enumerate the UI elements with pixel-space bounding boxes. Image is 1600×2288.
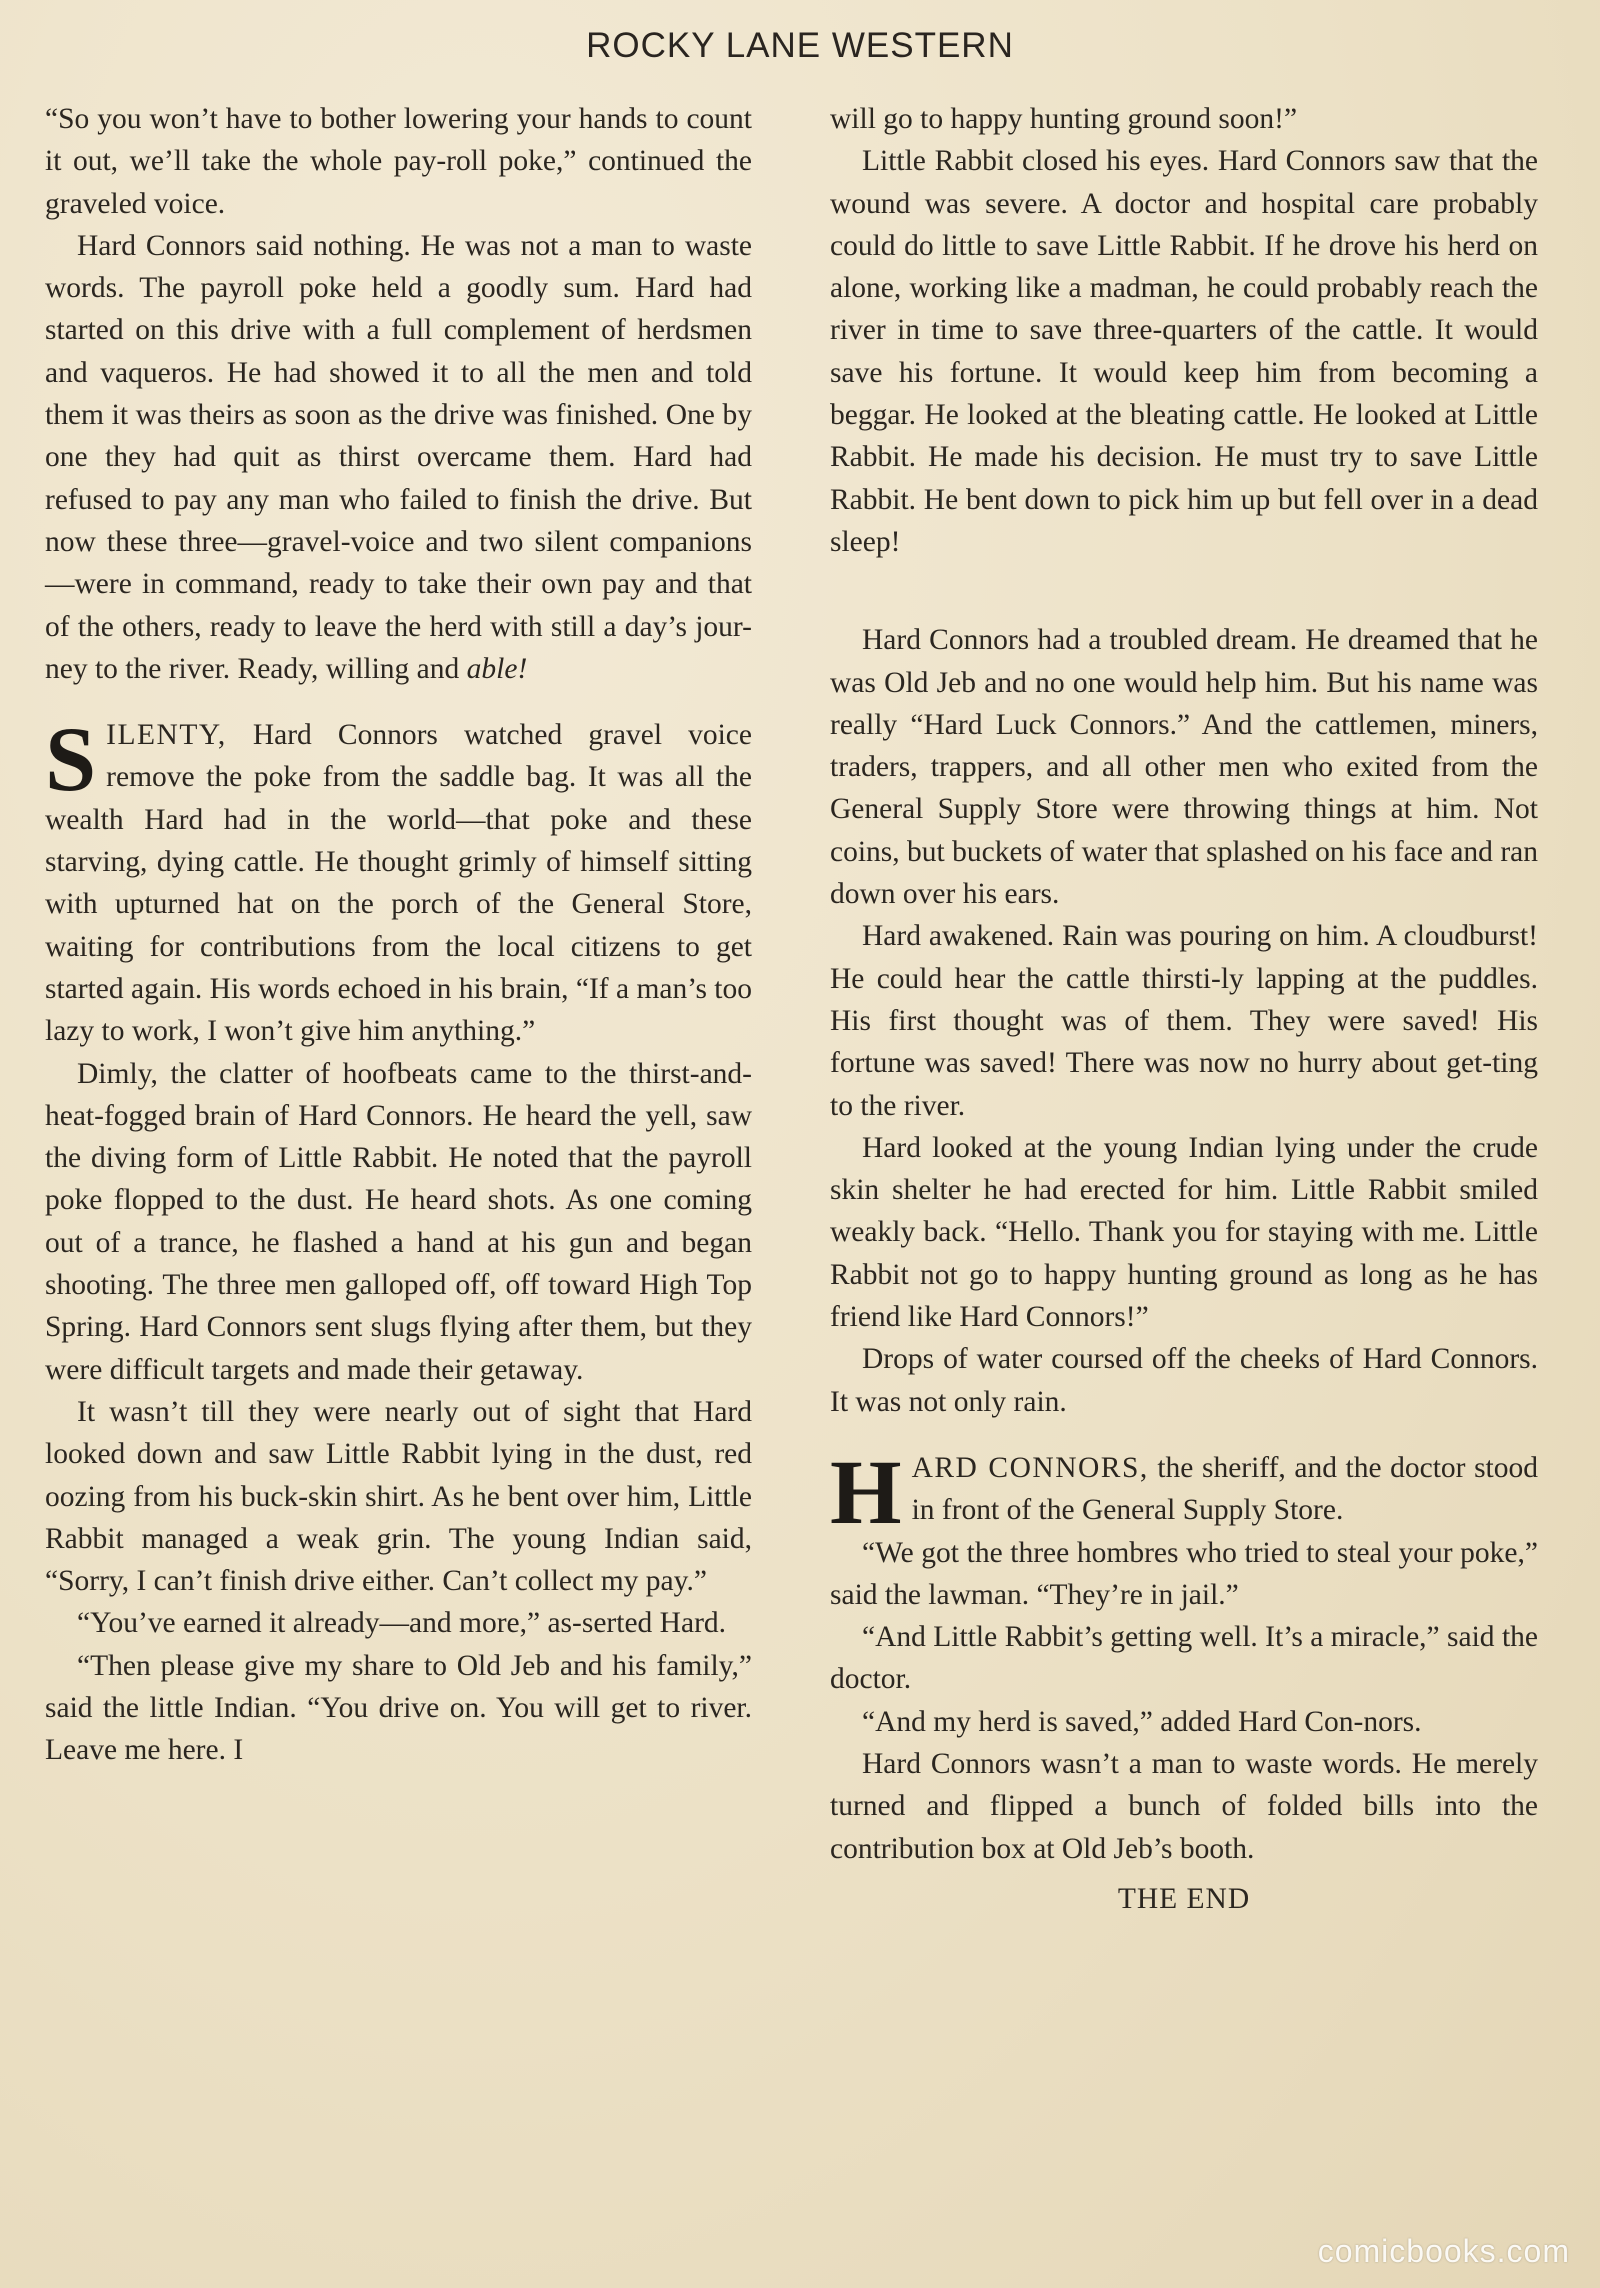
paragraph: Hard awakened. Rain was pouring on him. A cloudburst! He could hear the cattle thirsti-ly lapping at the puddles. His first thought was of them. They were saved! His fortune was saved! There was now no hurry about get-ting to the river. bbox=[830, 920, 1538, 1122]
italic-word: able! bbox=[466, 652, 528, 685]
paragraph: “So you won’t have to bother lowering your hands to count it out, we’ll take the whole pay-roll poke,” continued the graveled voice. bbox=[45, 103, 752, 220]
lead-in-caps: ARD CONNORS, bbox=[911, 1451, 1149, 1484]
section-paragraph bbox=[45, 708, 752, 1052]
paragraph: “And my herd is saved,” added Hard Con-nors. bbox=[862, 1705, 1422, 1738]
paragraph-text: the sheriff, and the doctor stood in front of the General Supply Store. bbox=[911, 1451, 1539, 1527]
page-title: ROCKY LANE WESTERN bbox=[586, 26, 1014, 65]
the-end-label: THE END bbox=[1117, 1882, 1251, 1915]
paragraph: “Then please give my share to Old Jeb and his family,” said the little Indian. “You drive on. You will get to river. Leave me here. I bbox=[45, 1649, 752, 1767]
paragraph: Drops of water coursed off the cheeks of Hard Connors. It was not only rain. bbox=[830, 1343, 1538, 1418]
lead-in-caps: ILENTY, bbox=[106, 719, 227, 752]
watermark: comicbooks.com bbox=[1317, 2233, 1570, 2269]
paragraph: “We got the three hombres who tried to steal your poke,” said the lawman. “They’re in jail.” bbox=[830, 1536, 1538, 1611]
paragraph-text: Hard Connors watched gravel voice remove the poke from the saddle bag. It was all the wealth Hard had in the world—that poke and these starving, dying cattle. He thought grimly of himself sitting with upturned hat on the porch of the General Store, waiting for contributions from the local citizens to get started again. His words echoed in his brain, “If a man’s too lazy to work, I won’t give him anything.” bbox=[45, 719, 752, 1048]
paragraph: Hard Connors had a troubled dream. He dreamed that he was Old Jeb and no one would help him. But his name was really “Hard Luck Connors.” And the cattlemen, miners, traders, trappers, and all other men who exited from the General Supply Store were throwing things at him. Not coins, but buckets of water that splashed on his face and ran down over his ears. bbox=[830, 624, 1538, 911]
paragraph: Hard Connors wasn’t a man to waste words. He merely turned and flipped a bunch of folded bills into the contribution box at Old Jeb’s booth. bbox=[830, 1747, 1538, 1865]
paragraph-text: Hard Connors said nothing. He was not a man to waste words. The payroll poke held a goodly sum. Hard had started on this drive with a full complement of herdsmen and vaqueros. He had showed it to all the men and told them it was theirs as soon as the drive was finished. One by one they had quit as thirst overcame them. Hard had refused to pay any man who failed to finish the drive. But now these three—gravel-voice and two silent companions—were in command, ready to take their own pay and that of the others, ready to leave the herd with still a day’s jour-ney to the river. Ready, willing and bbox=[45, 229, 752, 685]
paragraph: “You’ve earned it already—and more,” as-serted Hard. bbox=[77, 1607, 727, 1640]
right-text-column bbox=[830, 98, 1538, 1920]
drop-cap: S bbox=[45, 708, 97, 811]
paragraph: Dimly, the clatter of hoofbeats came to the thirst-and-heat-fogged brain of Hard Connors. He heard the yell, saw the diving form of Little Rabbit. He noted that the payroll poke flopped to the dust. He heard shots. As one coming out of a trance, he flashed a hand at his gun and began shooting. The three men galloped off, off toward High Top Spring. Hard Connors sent slugs flying after them, but they were difficult targets and made their getaway. bbox=[45, 1057, 752, 1386]
paragraph: Hard looked at the young Indian lying under the crude skin shelter he had erected for him. Little Rabbit smiled weakly back. “Hello. Thank you for staying with me. Little Rabbit not go to happy hunting ground as long as he has friend like Hard Connors!” bbox=[830, 1131, 1538, 1334]
left-text-column bbox=[45, 98, 752, 1772]
paragraph: Little Rabbit closed his eyes. Hard Connors saw that the wound was severe. A doctor and hospital care probably could do little to save Little Rabbit. If he drove his herd on alone, working like a madman, he could probably reach the river in time to save three-quarters of the cattle. It would save his fortune. It would keep him from becoming a beggar. He looked at the bleating cattle. He looked at Little Rabbit. He made his decision. He must try to save Little Rabbit. He bent down to pick him up but fell over in a dead sleep! bbox=[830, 145, 1538, 558]
paragraph: will go to happy hunting ground soon!” bbox=[830, 103, 1298, 135]
paragraph: “And Little Rabbit’s getting well. It’s a miracle,” said the doctor. bbox=[830, 1621, 1538, 1696]
drop-cap: H bbox=[830, 1440, 902, 1543]
section-paragraph bbox=[830, 1440, 1539, 1543]
paragraph bbox=[45, 225, 752, 690]
paragraph: It wasn’t till they were nearly out of sight that Hard looked down and saw Little Rabbit lying in the dust, red oozing from his buck-skin shirt. As he bent over him, Little Rabbit managed a weak grin. The young Indian said, “Sorry, I can’t finish drive either. Can’t collect my pay.” bbox=[45, 1395, 752, 1598]
